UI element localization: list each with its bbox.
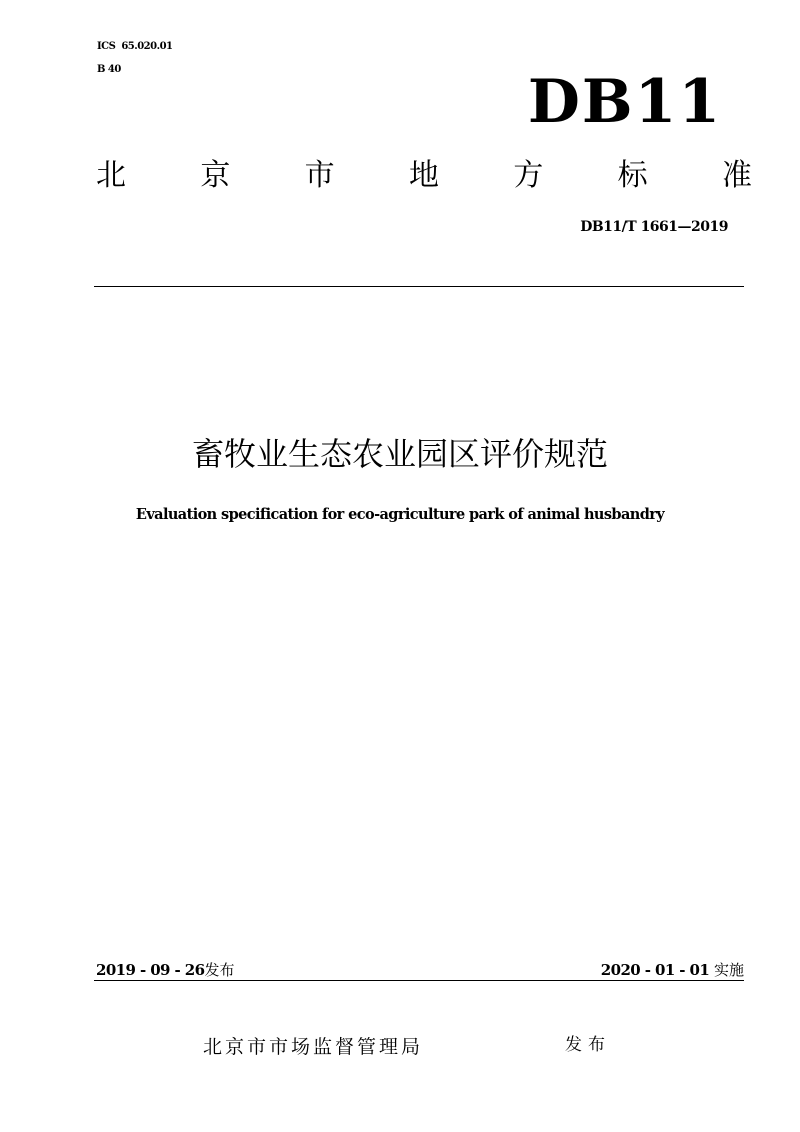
ccs-code: B 40 [97,64,121,75]
issuing-authority: 北京市市场监督管理局 [203,1036,424,1058]
standard-number: DB11/T 1661—2019 [580,219,728,235]
standard-type-char: 地 [408,158,439,193]
standard-type-line [96,154,752,198]
footer-divider [94,980,744,981]
db-standard-code: DB11 [527,67,723,137]
issue-action: 发布 [565,1035,611,1055]
document-title-english: Evaluation specification for eco-agriculture park of animal husbandry [135,506,665,523]
publish-date: 2019 - 09 - 26 [96,961,205,979]
standard-type-char: 准 [721,158,752,193]
publish-date-block [96,960,234,980]
standard-type-char: 方 [513,158,544,193]
standard-type-char: 标 [617,158,648,193]
header-divider [94,286,744,287]
document-title-chinese: 畜牧业生态农业园区评价规范 [191,435,608,473]
implement-date-block [601,960,744,980]
standard-type-char: 市 [304,158,335,193]
standard-type-char: 北 [96,158,126,193]
implement-date: 2020 - 01 - 01 [600,961,710,979]
standard-type-char: 京 [200,158,231,193]
publish-label: 发布 [204,961,235,979]
ics-code: ICS 65.020.01 [97,41,173,52]
implement-label: 实施 [713,961,744,979]
